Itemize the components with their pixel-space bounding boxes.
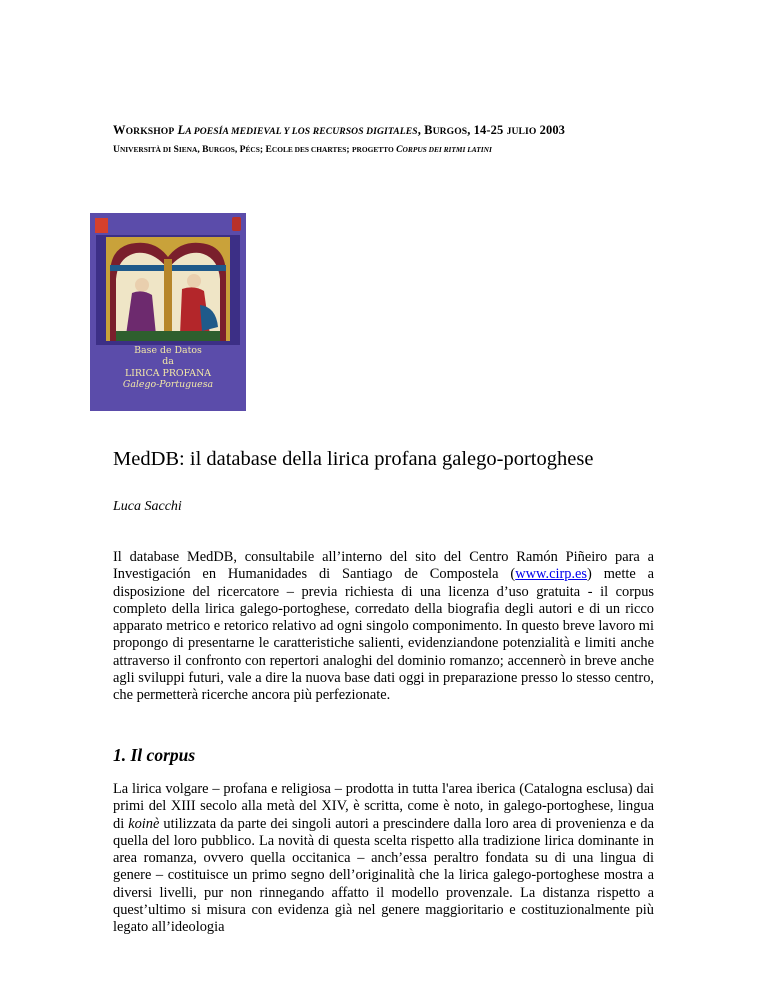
corpus-paragraph: La lirica volgare – profana e religiosa – prodotta in tutta l'area iberica (Catalogna esclusa) dai primi del XIII secolo alla metà del XIV, è scritta, come è noto, in galego-portoghese, lingua di koinè utilizzata da parte dei singoli autori a prescindere dalla loro area di provenienza e da quella del loro pubblico. La novità di questa scelta rispetto alla tradizione lirica dominante in area romanza, ovvero quella occitanica – anch’essa peraltro fondata su di una lingua di genere – costituisce un primo segno dell’originalità che la lirica galego-portoghese mostra a diversi livelli, pur non rinnegando affatto il modello provenzale. La distanza rispetto a quest’ultimo si misura con evidenza già nel genere maggioritario e costituzionalmente più legato all’ideologia <box>113 781 655 936</box>
cover-illustration <box>96 235 240 345</box>
cirp-link[interactable]: www.cirp.es <box>515 566 588 583</box>
cover-corner-mark <box>232 217 241 231</box>
cover-line-1: Base de Datos <box>134 345 202 356</box>
section-heading: 1. Il corpus <box>113 745 196 765</box>
institutions-header: UNIVERSITÀ DI SIENA, BURGOS, PÉCS; ECOLE DES CHARTES; PROGETTO CORPUS DEI RITMI LATINI <box>113 144 492 155</box>
intro-paragraph: Il database MedDB, consultabile all’interno del sito del Centro Ramón Piñeiro para a Investigación en Humanidades di Santiago de Compostela (www.cirp.es) mette a disposizione del ricercatore – previa richiesta di una licenza d’uso gratuita - il corpus completo della lirica galego-portoghese, corredato della biografia degli autori e di un ricco apparato metrico e retorico relativo ad ogni singolo componimento. In questo breve lavoro mi propongo di presentarne le caratteristiche salienti, evidenziandone potenzialità e limiti anche attraverso il confronto con repertori analoghi del dominio romanzo; accennerò in breve anche agli sviluppi futuri, vale a dire la nuova base dati oggi in preparazione presso lo stesso centro, che permetterà ricerche ancora più perfezionate. <box>113 549 654 704</box>
cover-line-4: Galego-Portuguesa <box>122 379 214 391</box>
cover-caption <box>90 345 246 391</box>
cover-line-2: da <box>162 356 174 368</box>
author-name: Luca Sacchi <box>113 499 182 514</box>
article-title: MedDB: il database della lirica profana galego-portoghese <box>113 448 594 470</box>
cover-line-3: LIRICA PROFANA <box>124 367 212 379</box>
cover-corner-emblem <box>95 218 108 233</box>
book-cover-image <box>90 213 246 411</box>
workshop-header: WORKSHOP LA POESÍA MEDIEVAL Y LOS RECURSOS DIGITALES, BURGOS, 14-25 JULIO 2003 <box>113 123 566 137</box>
